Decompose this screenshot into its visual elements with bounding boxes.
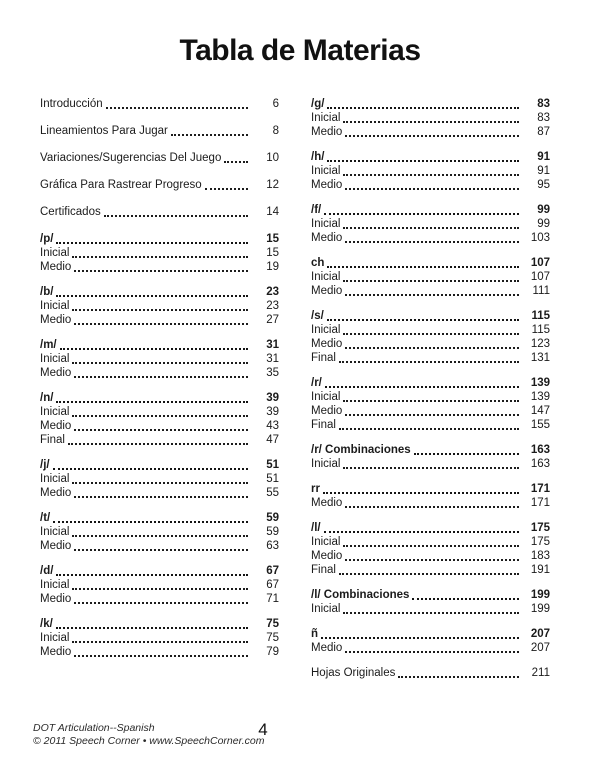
toc-subentry	[311, 125, 550, 139]
dot-leader	[74, 549, 248, 551]
toc-entry-label: /t/	[40, 512, 51, 524]
dot-leader	[60, 348, 248, 350]
toc-entry-group	[311, 97, 550, 139]
toc-entry-page: 83	[537, 98, 550, 110]
toc-entry	[40, 458, 279, 472]
toc-entry-label: Certificados	[40, 206, 101, 218]
toc-subentry-page: 55	[266, 487, 279, 499]
toc-entry-group	[311, 521, 550, 577]
toc-entry-page: 139	[530, 377, 550, 389]
toc-entry-page: 207	[530, 628, 550, 640]
toc-subentry-label: Inicial	[40, 300, 70, 312]
dot-leader	[324, 213, 519, 215]
toc-entry-group	[311, 666, 550, 680]
toc-entry	[311, 150, 550, 164]
toc-column-left	[40, 97, 279, 693]
dot-leader	[345, 135, 519, 137]
toc-subentry-page: 51	[266, 473, 279, 485]
toc-subentry-page: 43	[266, 420, 279, 432]
dot-leader	[343, 545, 519, 547]
toc-entry-label: /m/	[40, 339, 57, 351]
toc-entry-label: /h/	[311, 151, 325, 163]
toc-subentry-label: Medio	[311, 497, 343, 509]
dot-leader	[343, 227, 519, 229]
toc-entry-page: 23	[266, 286, 279, 298]
toc-entry-label: /l/ Combinaciones	[311, 589, 410, 601]
toc-entry-label: /d/	[40, 565, 54, 577]
toc-entry-page: 51	[266, 459, 279, 471]
dot-leader	[327, 319, 519, 321]
toc-entry-group	[40, 564, 279, 606]
dot-leader	[398, 676, 519, 678]
toc-subentry-label: Medio	[311, 126, 343, 138]
toc-entry	[311, 482, 550, 496]
toc-entry	[40, 97, 279, 111]
toc-subentry-page: 59	[266, 526, 279, 538]
toc-subentry-page: 87	[537, 126, 550, 138]
toc-entry-group	[40, 511, 279, 553]
toc-entry-group	[311, 482, 550, 510]
toc-entry-label: /f/	[311, 204, 322, 216]
toc-subentry	[40, 578, 279, 592]
toc-entry-label: Variaciones/Sugerencias Del Juego	[40, 152, 222, 164]
dot-leader	[345, 559, 519, 561]
toc-entry	[311, 376, 550, 390]
toc-entry-label: /n/	[40, 392, 54, 404]
toc-subentry-page: 147	[530, 405, 550, 417]
toc-entry-label: ch	[311, 257, 325, 269]
toc-subentry-label: Inicial	[40, 473, 70, 485]
toc-subentry	[311, 404, 550, 418]
toc-subentry	[40, 260, 279, 274]
toc-subentry-label: Medio	[311, 179, 343, 191]
toc-entry-label: Introducción	[40, 98, 103, 110]
toc-subentry-label: Medio	[40, 314, 72, 326]
toc-entry-group	[40, 97, 279, 111]
dot-leader	[74, 655, 248, 657]
dot-leader	[74, 376, 248, 378]
toc-subentry-label: Inicial	[311, 536, 341, 548]
toc-entry	[311, 309, 550, 323]
dot-leader	[343, 174, 519, 176]
toc-entry-group	[40, 232, 279, 274]
toc-subentry	[40, 525, 279, 539]
toc-subentry	[311, 217, 550, 231]
dot-leader	[56, 295, 248, 297]
toc-entry-page: 75	[266, 618, 279, 630]
toc-subentry-label: Final	[311, 564, 336, 576]
toc-subentry-label: Final	[40, 434, 65, 446]
toc-subentry	[311, 231, 550, 245]
toc-entry-group	[311, 443, 550, 471]
toc-entry-page: 14	[266, 206, 279, 218]
toc-subentry-page: 115	[531, 324, 550, 336]
toc-subentry-page: 79	[266, 646, 279, 658]
toc-subentry	[311, 496, 550, 510]
toc-subentry	[311, 323, 550, 337]
toc-subentry-page: 131	[530, 352, 550, 364]
dot-leader	[345, 506, 519, 508]
toc-entry-label: Lineamientos Para Jugar	[40, 125, 168, 137]
toc-entry-page: 59	[266, 512, 279, 524]
toc-entry-label: /r/ Combinaciones	[311, 444, 411, 456]
toc-subentry-page: 207	[530, 642, 550, 654]
dot-leader	[104, 215, 248, 217]
dot-leader	[339, 428, 519, 430]
toc-entry	[40, 151, 279, 165]
toc-entry-group	[311, 203, 550, 245]
toc-subentry	[311, 602, 550, 616]
toc-subentry-page: 163	[530, 458, 550, 470]
toc-entry-page: 211	[531, 667, 550, 679]
toc-entry-label: /r/	[311, 377, 322, 389]
page-number: 4	[258, 720, 268, 739]
toc-subentry	[311, 418, 550, 432]
toc-subentry-page: 183	[530, 550, 550, 562]
toc-subentry-label: Inicial	[40, 579, 70, 591]
toc-entry	[311, 203, 550, 217]
toc-subentry-label: Inicial	[311, 218, 341, 230]
toc-entry-group	[311, 256, 550, 298]
toc-entry-page: 91	[537, 151, 550, 163]
toc-entry-label: Gráfica Para Rastrear Progreso	[40, 179, 202, 191]
dot-leader	[72, 641, 248, 643]
toc-subentry-label: Medio	[40, 540, 72, 552]
toc-entry-group	[40, 391, 279, 447]
toc-subentry	[311, 270, 550, 284]
toc-entry	[40, 617, 279, 631]
toc-subentry	[311, 535, 550, 549]
toc-subentry-label: Medio	[40, 367, 72, 379]
dot-leader	[343, 121, 519, 123]
toc-subentry-label: Medio	[311, 232, 343, 244]
dot-leader	[106, 107, 248, 109]
toc-subentry-page: 47	[266, 434, 279, 446]
toc-subentry-label: Final	[311, 419, 336, 431]
dot-leader	[339, 361, 519, 363]
toc-entry-group	[40, 458, 279, 500]
toc-entry-page: 10	[266, 152, 279, 164]
toc-subentry-page: 27	[266, 314, 279, 326]
toc-entry-label: rr	[311, 483, 320, 495]
toc-entry-page: 67	[266, 565, 279, 577]
toc-entry	[40, 178, 279, 192]
toc-columns	[40, 97, 550, 693]
dot-leader	[343, 612, 519, 614]
dot-leader	[345, 241, 519, 243]
toc-subentry-label: Medio	[40, 593, 72, 605]
toc-subentry	[40, 299, 279, 313]
toc-subentry	[311, 563, 550, 577]
toc-entry	[40, 124, 279, 138]
toc-subentry	[311, 549, 550, 563]
toc-entry	[311, 256, 550, 270]
dot-leader	[74, 429, 248, 431]
toc-subentry-page: 63	[266, 540, 279, 552]
toc-subentry-label: Medio	[311, 405, 343, 417]
toc-subentry-label: Inicial	[311, 603, 341, 615]
dot-leader	[68, 443, 248, 445]
toc-subentry	[40, 246, 279, 260]
toc-entry-page: 175	[530, 522, 550, 534]
toc-subentry-page: 31	[266, 353, 279, 365]
toc-entry-page: 163	[530, 444, 550, 456]
toc-entry-label: /s/	[311, 310, 324, 322]
toc-entry	[311, 443, 550, 457]
toc-subentry-page: 35	[266, 367, 279, 379]
toc-entry-page: 171	[530, 483, 550, 495]
dot-leader	[72, 535, 248, 537]
dot-leader	[345, 188, 519, 190]
dot-leader	[321, 637, 519, 639]
toc-subentry-page: 199	[530, 603, 550, 615]
toc-entry-group	[40, 178, 279, 192]
page-title: Tabla de Materias	[179, 34, 421, 67]
toc-entry	[311, 521, 550, 535]
dot-leader	[327, 266, 519, 268]
toc-subentry-page: 71	[266, 593, 279, 605]
toc-entry-label: /p/	[40, 233, 54, 245]
dot-leader	[74, 602, 248, 604]
toc-subentry-label: Inicial	[40, 632, 70, 644]
toc-subentry-page: 19	[266, 261, 279, 273]
toc-subentry-label: Medio	[40, 646, 72, 658]
toc-subentry-page: 23	[266, 300, 279, 312]
toc-entry	[40, 232, 279, 246]
toc-entry-group	[40, 338, 279, 380]
toc-column-right	[311, 97, 550, 693]
toc-subentry-page: 175	[530, 536, 550, 548]
dot-leader	[325, 386, 519, 388]
toc-subentry-page: 107	[530, 271, 550, 283]
toc-entry-page: 199	[530, 589, 550, 601]
page-footer	[33, 722, 264, 747]
toc-subentry-label: Inicial	[311, 165, 341, 177]
toc-subentry-page: 67	[266, 579, 279, 591]
toc-subentry-label: Medio	[311, 338, 343, 350]
dot-leader	[72, 256, 248, 258]
toc-subentry-page: 155	[530, 419, 550, 431]
toc-entry-page: 107	[530, 257, 550, 269]
toc-subentry	[311, 164, 550, 178]
toc-subentry-page: 139	[530, 391, 550, 403]
toc-entry-group	[40, 617, 279, 659]
toc-subentry-label: Inicial	[311, 112, 341, 124]
dot-leader	[343, 467, 519, 469]
dot-leader	[74, 496, 248, 498]
dot-leader	[412, 598, 519, 600]
toc-subentry	[40, 472, 279, 486]
toc-subentry-label: Final	[311, 352, 336, 364]
toc-subentry	[40, 539, 279, 553]
toc-subentry-label: Inicial	[40, 526, 70, 538]
dot-leader	[324, 531, 519, 533]
toc-subentry-page: 75	[266, 632, 279, 644]
toc-entry-page: 115	[531, 310, 550, 322]
toc-subentry-label: Inicial	[40, 247, 70, 259]
toc-subentry-label: Medio	[40, 261, 72, 273]
dot-leader	[345, 651, 519, 653]
toc-subentry	[311, 111, 550, 125]
footer-series-title: DOT Articulation--Spanish	[33, 722, 155, 734]
toc-entry-label: ñ	[311, 628, 319, 640]
dot-leader	[345, 294, 519, 296]
toc-subentry-label: Inicial	[40, 353, 70, 365]
toc-subentry-page: 123	[530, 338, 550, 350]
toc-entry-group	[311, 627, 550, 655]
toc-entry-label: Hojas Originales	[311, 667, 396, 679]
footer-copyright: © 2011 Speech Corner • www.SpeechCorner.com	[33, 734, 265, 747]
toc-subentry-page: 83	[537, 112, 550, 124]
toc-entry	[311, 666, 550, 680]
dot-leader	[327, 160, 519, 162]
toc-subentry-page: 171	[530, 497, 550, 509]
toc-subentry	[311, 351, 550, 365]
toc-entry	[311, 627, 550, 641]
toc-entry	[40, 285, 279, 299]
toc-subentry-label: Medio	[40, 487, 72, 499]
toc-entry-page: 8	[272, 125, 279, 137]
toc-subentry-label: Inicial	[311, 391, 341, 403]
toc-subentry-page: 95	[537, 179, 550, 191]
dot-leader	[74, 323, 248, 325]
dot-leader	[323, 492, 519, 494]
dot-leader	[339, 573, 519, 575]
toc-entry-page: 31	[266, 339, 279, 351]
toc-entry-group	[40, 285, 279, 327]
toc-entry-page: 6	[272, 98, 279, 110]
toc-entry	[40, 511, 279, 525]
toc-entry-group	[40, 151, 279, 165]
toc-entry	[40, 205, 279, 219]
dot-leader	[72, 482, 248, 484]
toc-entry-group	[40, 124, 279, 138]
toc-subentry	[311, 337, 550, 351]
toc-entry-group	[311, 588, 550, 616]
dot-leader	[343, 400, 519, 402]
toc-entry-group	[40, 205, 279, 219]
toc-entry-page: 99	[537, 204, 550, 216]
toc-subentry	[40, 592, 279, 606]
toc-subentry	[40, 433, 279, 447]
toc-subentry-label: Inicial	[311, 324, 341, 336]
toc-subentry	[311, 284, 550, 298]
dot-leader	[53, 521, 248, 523]
toc-entry	[40, 391, 279, 405]
toc-subentry-label: Medio	[311, 642, 343, 654]
toc-subentry	[311, 457, 550, 471]
toc-subentry	[311, 178, 550, 192]
toc-subentry-label: Medio	[40, 420, 72, 432]
dot-leader	[53, 468, 248, 470]
dot-leader	[327, 107, 519, 109]
dot-leader	[72, 415, 248, 417]
toc-subentry-label: Inicial	[311, 271, 341, 283]
dot-leader	[56, 627, 248, 629]
toc-entry-group	[311, 150, 550, 192]
toc-subentry	[311, 641, 550, 655]
dot-leader	[343, 280, 519, 282]
dot-leader	[72, 362, 248, 364]
toc-subentry	[40, 419, 279, 433]
toc-entry-page: 15	[266, 233, 279, 245]
dot-leader	[224, 161, 248, 163]
toc-entry-page: 39	[266, 392, 279, 404]
toc-subentry-page: 191	[530, 564, 550, 576]
dot-leader	[345, 414, 519, 416]
dot-leader	[56, 401, 248, 403]
toc-subentry-page: 39	[266, 406, 279, 418]
toc-subentry	[40, 405, 279, 419]
dot-leader	[72, 309, 248, 311]
toc-subentry-page: 103	[530, 232, 550, 244]
toc-entry-label: /l/	[311, 522, 321, 534]
toc-entry-label: /g/	[311, 98, 325, 110]
toc-subentry	[40, 486, 279, 500]
dot-leader	[343, 333, 519, 335]
toc-entry-group	[311, 309, 550, 365]
toc-subentry-label: Medio	[311, 550, 343, 562]
toc-subentry	[40, 631, 279, 645]
toc-subentry-page: 99	[537, 218, 550, 230]
dot-leader	[56, 242, 248, 244]
toc-subentry-label: Inicial	[40, 406, 70, 418]
toc-entry-label: /k/	[40, 618, 53, 630]
toc-subentry	[40, 352, 279, 366]
toc-subentry	[40, 366, 279, 380]
dot-leader	[72, 588, 248, 590]
toc-entry	[40, 564, 279, 578]
dot-leader	[414, 453, 519, 455]
dot-leader	[205, 188, 248, 190]
toc-entry-label: /j/	[40, 459, 50, 471]
toc-subentry	[40, 645, 279, 659]
toc-entry	[40, 338, 279, 352]
toc-subentry-page: 15	[266, 247, 279, 259]
dot-leader	[345, 347, 519, 349]
dot-leader	[74, 270, 248, 272]
toc-entry	[311, 588, 550, 602]
toc-subentry-page: 91	[537, 165, 550, 177]
toc-subentry	[40, 313, 279, 327]
toc-subentry	[311, 390, 550, 404]
toc-entry-page: 12	[266, 179, 279, 191]
toc-subentry-page: 111	[532, 285, 550, 297]
toc-subentry-label: Medio	[311, 285, 343, 297]
dot-leader	[56, 574, 248, 576]
toc-entry-group	[311, 376, 550, 432]
toc-subentry-label: Inicial	[311, 458, 341, 470]
dot-leader	[171, 134, 248, 136]
toc-entry-label: /b/	[40, 286, 54, 298]
toc-entry	[311, 97, 550, 111]
